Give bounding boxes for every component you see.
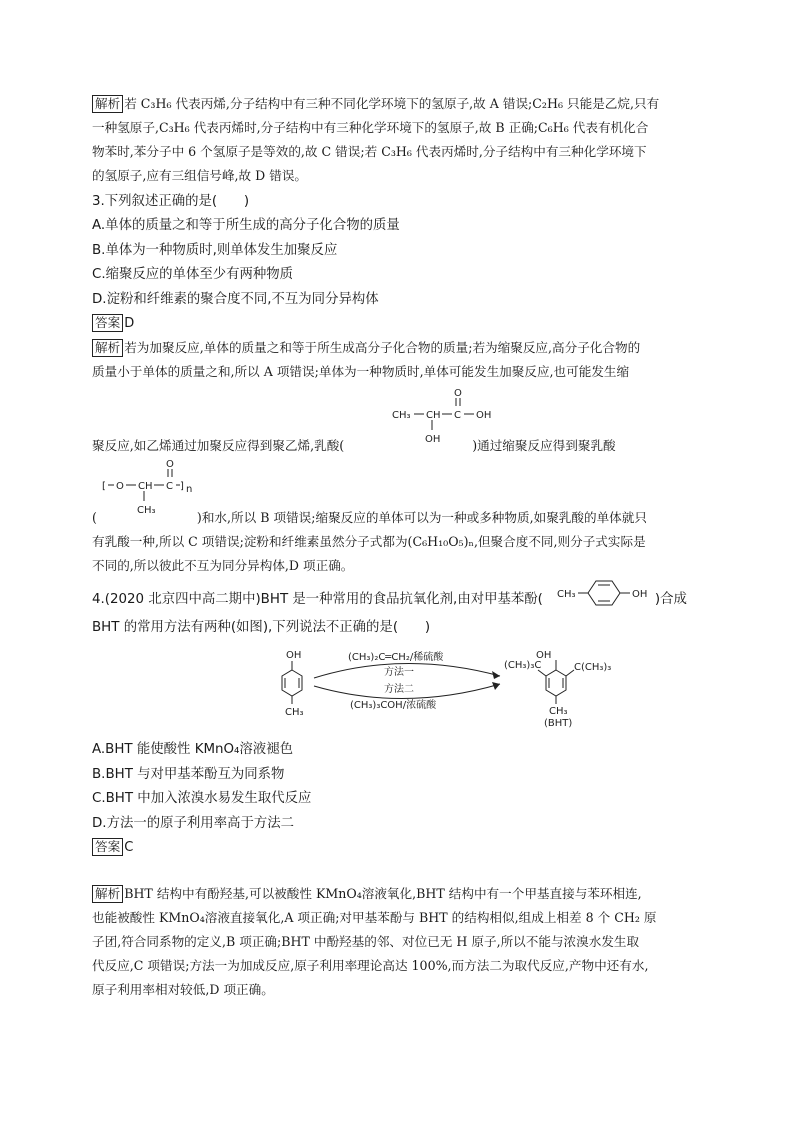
explanation-line: 若为加聚反应,单体的质量之和等于所生成高分子化合物的质量;若为缩聚反应,高分子化合物的 [124,340,641,355]
answer-value: D [124,316,135,331]
explanation-line: 不同的,所以彼此不互为同分异构体,D 项正确。 [92,558,354,573]
explanation-block-1 [92,92,704,188]
reaction-scheme [278,646,558,738]
oh-label: OH [425,434,441,445]
o-label: O [116,481,124,492]
answer-value: C [124,840,134,855]
o-label: O [454,388,462,399]
explanation-text: )通过缩聚反应得到聚乳酸 [472,438,616,453]
top-reagent: (CH₃)₂C═CH₂/稀硫酸 [348,652,444,663]
n-subscript: n [186,484,193,495]
explanation-line: 原子利用率相对较低,D 项正确。 [92,982,274,997]
explanation-text: ( [92,510,97,525]
explanation-line: 若 C₃H₆ 代表丙烯,分子结构中有三种不同化学环境下的氢原子,故 A 错误;C₂H₆ 只能是乙烷,只有 [124,96,660,111]
question-4-options [92,738,704,860]
ch3-label: CH₃ [285,707,304,718]
answer-line [92,312,704,336]
bht-product [532,646,652,746]
bracket-right-icon: ] [180,481,184,492]
bracket-left-icon: [ [102,481,106,492]
explanation-line: 有乳酸一种,所以 C 项错误;淀粉和纤维素虽然分子式都为(C₆H₁₀O₅)ₙ,但聚合度不同,则分子式实际是 [92,534,646,549]
explanation-line: 也能被酸性 KMnO₄溶液直接氧化,A 项正确;对甲基苯酚与 BHT 的结构相似,组成上相差 8 个 CH₂ 原 [92,910,657,925]
p-cresol-structure [551,576,663,610]
option-c: C.BHT 中加入浓溴水易发生取代反应 [92,791,312,806]
ch3-label: CH₃ [549,706,568,717]
oh-label: OH [286,650,302,661]
explanation-block-3 [92,336,704,384]
c-label: C [454,410,461,421]
explanation-text: 聚反应,如乙烯通过加聚反应得到聚乙烯,乳酸( [92,438,345,453]
tert-butyl-right: C(CH₃)₃ [574,662,612,673]
explanation-tag: 解析 [92,95,123,113]
explanation-line: BHT 结构中有酚羟基,可以被酸性 KMnO₄溶液氧化,BHT 结构中有一个甲基直接与苯环相连, [124,886,642,901]
question-stem: 3.下列叙述正确的是( ) [92,194,250,209]
explanation-line: 代反应,C 项错误;方法一为加成反应,原子利用率理论高达 100%,而方法二为取代反应,产物中还有水, [92,958,649,973]
explanation-line: 物苯时,苯分子中 6 个氢原子是等效的,故 C 错误;若 C₃H₆ 代表丙烯时,分子结构中有三种化学环境下 [92,144,647,159]
method-1-label: 方法一 [384,667,414,678]
ch-label: CH [426,410,441,421]
oh-label: OH [536,650,552,661]
o-label: O [166,459,174,470]
question-stem: 4.(2020 北京四中高二期中)BHT 是一种常用的食品抗氧化剂,由对甲基苯酚( )合成 [92,592,687,607]
ch3-label: CH₃ [137,505,156,516]
explanation-lines-rest [92,506,704,578]
bht-label: (BHT) [544,718,573,729]
option-c: C.缩聚反应的单体至少有两种物质 [92,267,294,282]
ch-label: CH [138,481,153,492]
explanation-line: 一种氢原子,C₃H₆ 代表丙烯时,分子结构中有三种化学环境下的氢原子,故 B 正确;C₆H₆ 代表有机化合 [92,120,649,135]
explanation-text: )和水,所以 B 项错误;缩聚反应的单体可以为一种或多种物质,如聚乳酸的单体就只 [196,510,647,525]
explanation-block-4 [92,882,704,1002]
answer-tag: 答案 [92,838,123,856]
explanation-tag: 解析 [92,885,123,903]
question-stem-cont: BHT 的常用方法有两种(如图),下列说法不正确的是( ) [92,620,431,635]
oh-label: OH [476,410,492,421]
tert-butyl-left: (CH₃)₃C [504,660,542,671]
ch3-label: CH₃ [557,589,576,600]
explanation-line: 子团,符合同系物的定义,B 项正确;BHT 中酚羟基的邻、对位已无 H 原子,所以不能与浓溴水发生取 [92,934,640,949]
c-label: C [166,481,173,492]
question-3 [92,190,704,336]
bottom-reagent: (CH₃)₃COH/浓硫酸 [350,700,437,711]
option-d: D.淀粉和纤维素的聚合度不同,不互为同分异构体 [92,291,379,307]
explanation-tag: 解析 [92,339,123,357]
option-a: A.单体的质量之和等于所生成的高分子化合物的质量 [92,218,400,233]
answer-tag: 答案 [92,314,123,332]
answer-line [92,836,704,860]
oh-label: OH [632,589,648,600]
option-b: B.BHT 与对甲基苯酚互为同系物 [92,766,285,782]
ch3-label: CH₃ [392,410,411,421]
option-d: D.方法一的原子利用率高于方法二 [92,815,295,831]
option-b: B.单体为一种物质时,则单体发生加聚反应 [92,242,338,258]
explanation-line: 的氢原子,应有三组信号峰,故 D 错误。 [92,168,308,183]
method-2-label: 方法二 [384,684,414,695]
option-a: A.BHT 能使酸性 KMnO₄溶液褪色 [92,742,293,757]
explanation-line-with-structure [92,434,704,458]
explanation-line: 质量小于单体的质量之和,所以 A 项错误;单体为一种物质时,单体可能发生加聚反应,也可能发生缩 [92,364,630,379]
